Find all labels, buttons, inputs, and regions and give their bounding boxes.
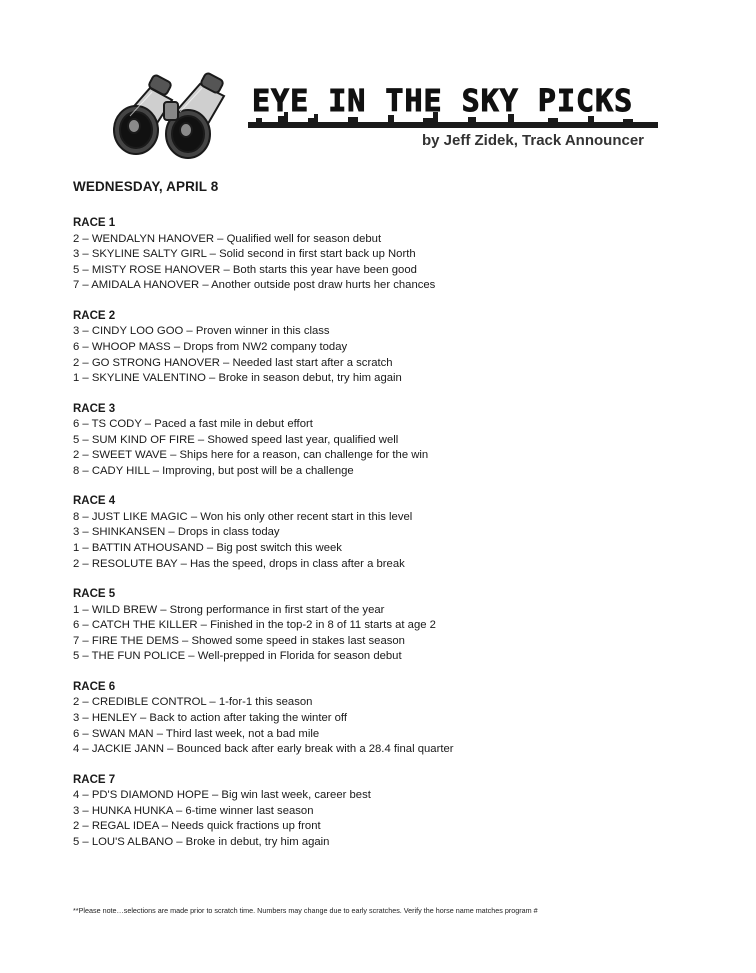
header	[110, 72, 660, 162]
pick-line: 5 – THE FUN POLICE – Well-prepped in Florida for season debut	[73, 650, 402, 663]
pick-line: 8 – JUST LIKE MAGIC – Won his only other recent start in this level	[73, 510, 413, 523]
race-title: RACE 1	[73, 217, 116, 229]
pick-line: 4 – PD'S DIAMOND HOPE – Big win last week, career best	[73, 789, 371, 802]
pick-line: 2 – SWEET WAVE – Ships here for a reason, can challenge for the win	[73, 449, 429, 462]
race-title: RACE 6	[73, 680, 116, 693]
race-block	[73, 402, 733, 480]
pick-line: 2 – REGAL IDEA – Needs quick fractions up front	[73, 820, 321, 833]
pick-line: 2 – CREDIBLE CONTROL – 1-for-1 this season	[73, 696, 313, 709]
logo-title-text: EYE IN THE SKY PICKS	[252, 84, 634, 119]
pick-line: 6 – SWAN MAN – Third last week, not a bad mile	[73, 727, 320, 740]
pick-line: 6 – CATCH THE KILLER – Finished in the top-2 in 8 of 11 starts at age 2	[73, 619, 436, 632]
pick-line: 6 – TS CODY – Paced a fast mile in debut effort	[73, 418, 313, 431]
pick-line: 8 – CADY HILL – Improving, but post will be a challenge	[73, 464, 354, 477]
race-block	[73, 216, 733, 294]
date-heading: WEDNESDAY, APRIL 8	[73, 179, 219, 194]
pick-line: 3 – HUNKA HUNKA – 6-time winner last season	[73, 804, 314, 817]
pick-line: 2 – WENDALYN HANOVER – Qualified well for season debut	[73, 232, 382, 245]
pick-line: 1 – SKYLINE VALENTINO – Broke in season debut, try him again	[73, 372, 402, 385]
pick-line: 7 – AMIDALA HANOVER – Another outside post draw hurts her chances	[73, 279, 436, 292]
race-list	[73, 216, 733, 865]
byline: by Jeff Zidek, Track Announcer	[422, 132, 645, 149]
pick-line: 5 – MISTY ROSE HANOVER – Both starts this year have been good	[73, 263, 417, 276]
race-title: RACE 5	[73, 588, 116, 601]
pick-line: 5 – SUM KIND OF FIRE – Showed speed last year, qualified well	[73, 433, 399, 446]
footnote: **Please note…selections are made prior to scratch time. Numbers may change due to early scratches. Verify the horse name matches program #	[73, 906, 538, 915]
race-block	[73, 773, 733, 851]
race-title: RACE 2	[73, 309, 116, 322]
pick-line: 3 – SKYLINE SALTY GIRL – Solid second in first start back up North	[73, 248, 416, 261]
pick-line: 1 – WILD BREW – Strong performance in first start of the year	[73, 603, 385, 616]
pick-line: 5 – LOU'S ALBANO – Broke in debut, try him again	[73, 835, 330, 848]
pick-line: 2 – RESOLUTE BAY – Has the speed, drops in class after a break	[73, 557, 405, 570]
pick-line: 3 – CINDY LOO GOO – Proven winner in this class	[73, 325, 330, 338]
pick-line: 6 – WHOOP MASS – Drops from NW2 company today	[73, 340, 348, 353]
race-block	[73, 587, 733, 665]
binoculars-icon	[110, 72, 240, 160]
pick-line: 4 – JACKIE JANN – Bounced back after early break with a 28.4 final quarter	[73, 743, 454, 756]
pick-line: 1 – BATTIN ATHOUSAND – Big post switch this week	[73, 542, 342, 555]
pick-line: 3 – SHINKANSEN – Drops in class today	[73, 526, 280, 539]
race-title: RACE 7	[73, 773, 116, 786]
race-title: RACE 4	[73, 495, 116, 508]
race-title: RACE 3	[73, 402, 116, 415]
race-block	[73, 309, 733, 387]
pick-line: 3 – HENLEY – Back to action after taking the winter off	[73, 712, 347, 725]
race-block	[73, 680, 733, 758]
pick-line: 7 – FIRE THE DEMS – Showed some speed in stakes last season	[73, 634, 405, 647]
pick-line: 2 – GO STRONG HANOVER – Needed last start after a scratch	[73, 356, 393, 369]
race-block	[73, 494, 733, 572]
